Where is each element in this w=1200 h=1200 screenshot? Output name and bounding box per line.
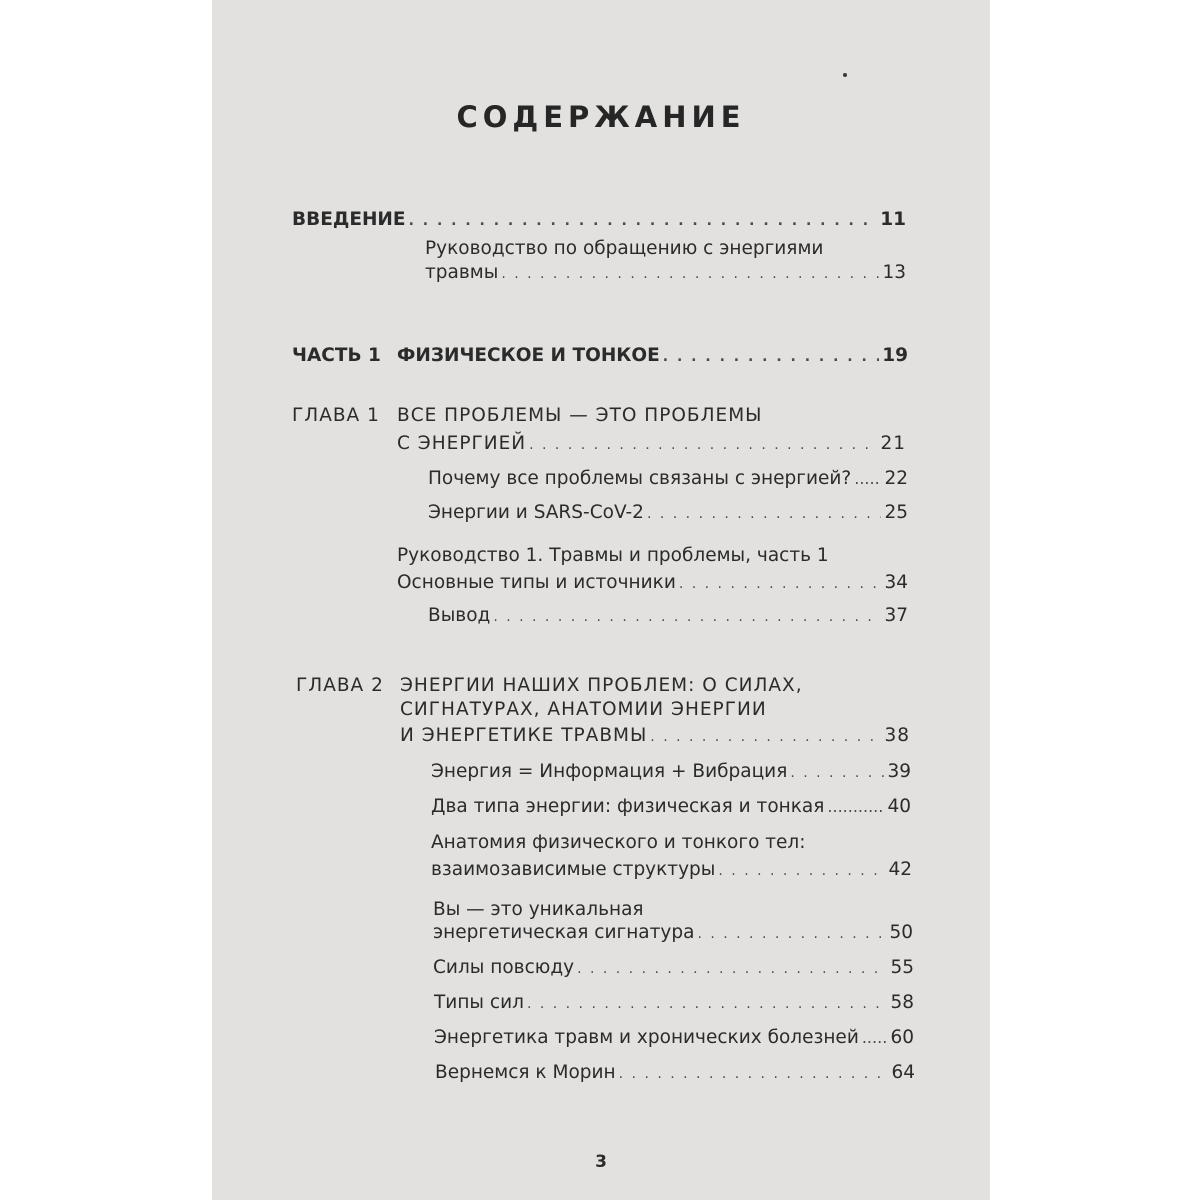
- toc-entry-label: И ЭНЕРГЕТИКЕ ТРАВМЫ: [400, 725, 648, 746]
- toc-page-number: 60: [890, 1027, 914, 1048]
- leader-dots: [527, 991, 888, 1017]
- toc-entry-label: Типы сил: [434, 992, 524, 1013]
- toc-entry-guide-1[interactable]: [397, 570, 908, 596]
- toc-entry-label-line1: Руководство по обращению с энергиями: [425, 238, 824, 259]
- leader-dots: [650, 724, 881, 750]
- chapter-title-line2: СИГНАТУРАХ, АНАТОМИИ ЭНЕРГИИ: [400, 699, 767, 720]
- toc-page-number: 58: [890, 992, 914, 1013]
- toc-entry-introduction[interactable]: [292, 207, 906, 233]
- toc-entry-label: Силы повсюду: [433, 957, 575, 978]
- toc-entry-label: Энергия = Информация + Вибрация: [431, 761, 788, 782]
- toc-entry-trauma-guide[interactable]: [425, 260, 906, 286]
- toc-entry-label: травмы: [425, 262, 499, 283]
- toc-entry-energy-formula[interactable]: [431, 759, 911, 785]
- chapter-prefix: ГЛАВА 2: [296, 675, 384, 696]
- toc-entry-label: взаимозависимые структуры: [431, 859, 716, 880]
- leader-dots: [619, 1061, 889, 1087]
- toc-entry-signature[interactable]: [433, 920, 913, 946]
- leader-dots: [718, 858, 885, 884]
- toc-entry-label: Вывод: [428, 605, 491, 626]
- toc-entry-conclusion[interactable]: [428, 603, 908, 629]
- toc-entry-label: Почему все проблемы связаны с энергией?: [428, 468, 852, 489]
- toc-entry-part-1[interactable]: [397, 343, 908, 369]
- toc-page-number: 64: [891, 1062, 915, 1083]
- toc-page-number: 34: [884, 572, 908, 593]
- leader-dots: [679, 571, 882, 597]
- toc-page-number: 40: [887, 796, 911, 817]
- toc-entry-label: Основные типы и источники: [397, 572, 676, 593]
- toc-page-number: 42: [888, 859, 912, 880]
- leader-dots: [790, 760, 884, 786]
- toc-entry-chapter-1[interactable]: [397, 431, 906, 457]
- page-title: СОДЕРЖАНИЕ: [456, 100, 746, 134]
- toc-entry-back-to-maureen[interactable]: [435, 1060, 915, 1086]
- leader-dots: [493, 604, 881, 630]
- leader-dots: [663, 344, 879, 370]
- toc-entry-label: Два типа энергии: физическая и тонкая: [431, 796, 825, 817]
- toc-page-number: 25: [884, 502, 908, 523]
- leader-dots: [697, 921, 886, 947]
- toc-page-number: 22: [884, 468, 908, 489]
- toc-page-number: 13: [882, 262, 906, 283]
- leader-dots: [854, 466, 881, 492]
- toc-entry-label: Энергии и SARS-CoV-2: [428, 502, 644, 523]
- toc-entry-label: ФИЗИЧЕСКОЕ И ТОНКОЕ: [397, 345, 660, 366]
- leader-dots: [501, 261, 879, 287]
- toc-entry-label-line1: Анатомия физического и тонкого тел:: [431, 832, 806, 853]
- toc-page-number: 37: [884, 605, 908, 626]
- chapter-title-line1: ЭНЕРГИИ НАШИХ ПРОБЛЕМ: О СИЛАХ,: [400, 675, 803, 696]
- toc-entry-label-line1: Руководство 1. Травмы и проблемы, часть 1: [397, 545, 829, 566]
- toc-page-number: 55: [890, 957, 914, 978]
- toc-entry-label: С ЭНЕРГИЕЙ: [397, 433, 527, 454]
- toc-entry-label-line1: Вы — это уникальная: [433, 899, 644, 920]
- toc-entry-label: Вернемся к Морин: [435, 1062, 616, 1083]
- leader-dots: [409, 208, 878, 234]
- toc-page-number: 11: [880, 209, 906, 230]
- chapter-prefix: ГЛАВА 1: [292, 405, 380, 426]
- toc-page-number: 39: [887, 761, 911, 782]
- part-prefix: ЧАСТЬ 1: [292, 345, 381, 366]
- leader-dots: [827, 794, 884, 820]
- toc-entry-label: энергетическая сигнатура: [433, 922, 695, 943]
- toc-entry-forces-everywhere[interactable]: [433, 955, 914, 981]
- toc-page-number: 38: [884, 725, 910, 746]
- toc-entry-chapter-2[interactable]: [400, 723, 910, 749]
- toc-entry-trauma-energetics[interactable]: [434, 1025, 914, 1051]
- toc-entry-two-types[interactable]: [431, 794, 911, 820]
- toc-page-number: 19: [882, 345, 908, 366]
- page-number: 3: [595, 1152, 607, 1172]
- toc-page-number: 21: [880, 433, 906, 454]
- toc-page-number: 50: [889, 922, 913, 943]
- toc-entry-label: ВВЕДЕНИЕ: [292, 209, 406, 230]
- toc-entry-force-types[interactable]: [434, 990, 914, 1016]
- leader-dots: [577, 956, 887, 982]
- leader-dots: [647, 501, 881, 527]
- toc-entry-label: Энергетика травм и хронических болезней: [434, 1027, 859, 1048]
- leader-dots: [862, 1025, 888, 1051]
- leader-dots: [529, 432, 877, 458]
- chapter-title-line1: ВСЕ ПРОБЛЕМЫ — ЭТО ПРОБЛЕМЫ: [397, 405, 763, 426]
- toc-entry-sars-cov-2[interactable]: [428, 500, 908, 526]
- toc-entry-why-energy[interactable]: [428, 466, 908, 492]
- toc-entry-anatomy[interactable]: [431, 857, 912, 883]
